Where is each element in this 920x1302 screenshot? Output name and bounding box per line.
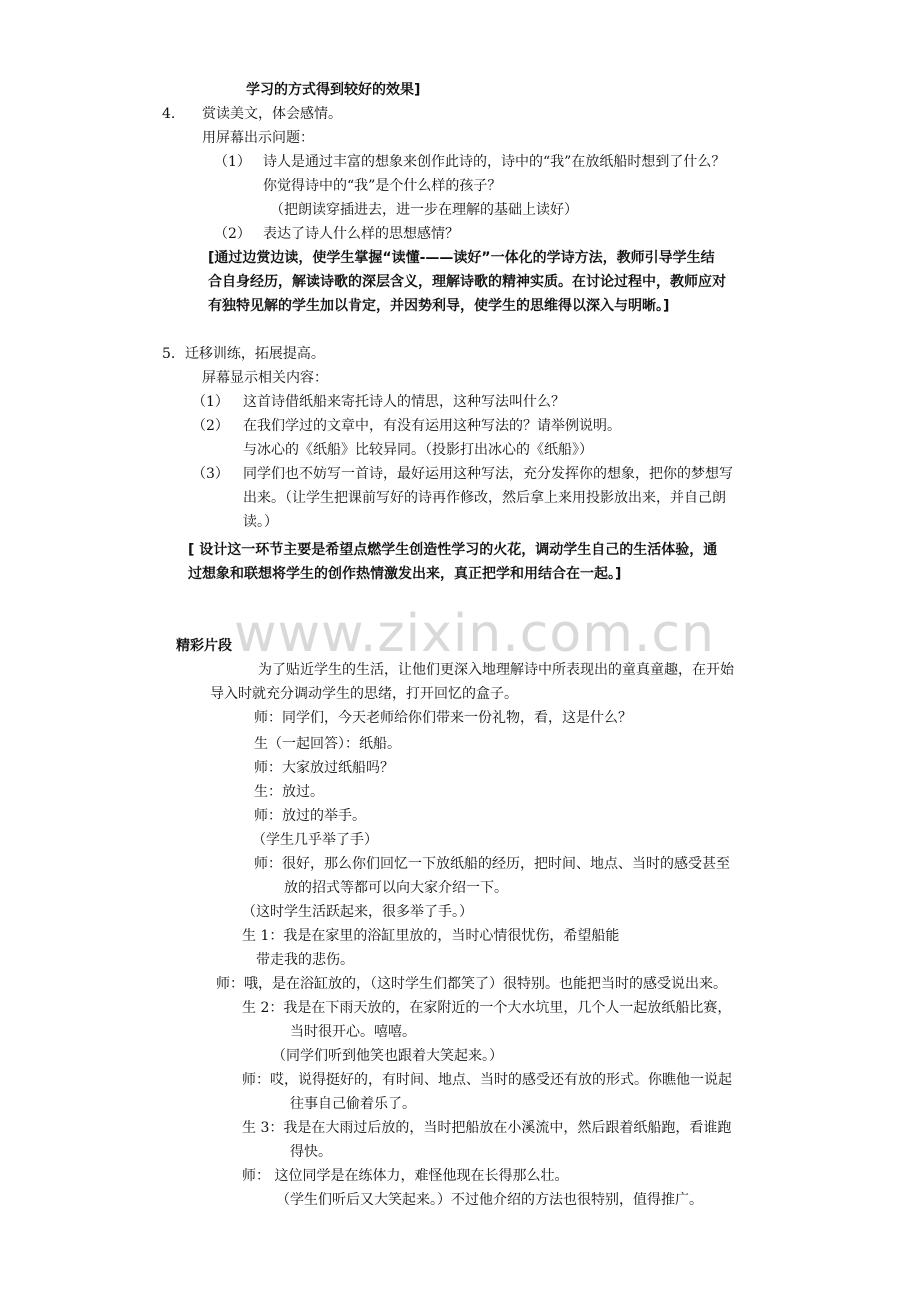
text-line: 师：哎，说得挺好的，有时间、地点、当时的感受还有放的形式。你瞧他一说起 [242, 1072, 732, 1088]
text-line: 当时很开心。嘻嘻。 [290, 1024, 416, 1040]
text-line: [ 设计这一环节主要是希望点燃学生创造性学习的火花，调动学生自己的生活体验，通 [188, 542, 718, 558]
text-line: 表达了诗人什么样的思想感情？ [263, 226, 459, 242]
text-line: （这时学生活跃起来，很多举了手。） [242, 904, 473, 920]
text-line: 师：同学们，今天老师给你们带来一份礼物，看，这是什么？ [254, 710, 632, 726]
text-line: 与冰心的《纸船》比较异同。（投影打出冰心的《纸船》） [243, 442, 593, 458]
text-line: 为了贴近学生的生活，让他们更深入地理解诗中所表现出的童真童趣，在开始 [258, 662, 734, 678]
text-line: 生（一起回答）：纸船。 [254, 736, 401, 752]
text-line: 有独特见解的学生加以肯定，并因势利导，使学生的思维得以深入与明晰。] [208, 298, 670, 314]
text-line: 在我们学过的文章中，有没有运用这种写法的？请举例说明。 [243, 418, 621, 434]
text-line: 生 2：我是在下雨天放的，在家附近的一个大水坑里，几个人一起放纸船比赛， [242, 1000, 732, 1016]
text-line: 出来。（让学生把课前写好的诗再作修改，然后拿上来用投影放出来，并自己朗 [243, 490, 726, 506]
text-line: （把朗读穿插进去，进一步在理解的基础上读好） [270, 202, 578, 218]
text-line: 得快。 [290, 1144, 332, 1160]
text-line: 生 3：我是在大雨过后放的，当时把船放在小溪流中，然后跟着纸船跑，看谁跑 [242, 1120, 732, 1136]
text-line: 师： 这位同学是在练体力，难怪他现在长得那么壮。 [242, 1168, 569, 1184]
text-line: 赏读美文，体会感情。 [202, 106, 342, 122]
text-line: 诗人是通过丰富的想象来创作此诗的，诗中的“我”在放纸船时想到了什么？ [263, 154, 726, 170]
text-line: 过想象和联想将学生的创作热情激发出来，真正把学和用结合在一起。] [188, 566, 622, 582]
text-line: 师：放过的举手。 [254, 808, 366, 824]
text-line: （学生们听后又大笑起来。）不过他介绍的方法也很特别，值得推广。 [276, 1192, 703, 1208]
text-line: 4. [162, 106, 176, 122]
text-line: 学习的方式得到较好的效果] [246, 82, 421, 98]
text-line: [通过边赏边读，使学生掌握“读懂-——读好”一体化的学诗方法，教师引导学生结 [208, 250, 715, 266]
text-line: （1） [214, 154, 251, 170]
text-line: （学生几乎举了手） [252, 832, 378, 848]
text-line: 师：很好，那么你们回忆一下放纸船的经历，把时间、地点、当时的感受甚至 [254, 856, 730, 872]
text-line: （2） [192, 418, 229, 434]
text-line: 导入时就充分调动学生的思绪，打开回忆的盒子。 [210, 686, 518, 702]
text-line: 用屏幕出示问题： [202, 130, 314, 146]
watermark: www.zixin.com.cn [234, 604, 715, 664]
text-line: 读。） [243, 514, 278, 530]
text-line: 你觉得诗中的“我”是个什么样的孩子？ [263, 178, 502, 194]
text-line: 同学们也不妨写一首诗，最好运用这种写法，充分发挥你的想象，把你的梦想写 [243, 466, 733, 482]
text-line: 师：哦，是在浴缸放的，（这时学生们都笑了）很特别。也能把当时的感受说出来。 [216, 976, 727, 992]
text-line: 生 1：我是在家里的浴缸里放的，当时心情很忧伤，希望船能 [242, 928, 620, 944]
text-line: 师：大家放过纸船吗？ [254, 760, 394, 776]
text-line: （同学们听到他笑也跟着大笑起来。） [272, 1048, 503, 1064]
text-line: 精彩片段 [176, 638, 232, 654]
text-line: （1） [192, 394, 229, 410]
text-line: 往事自己偷着乐了。 [290, 1096, 416, 1112]
text-line: 生：放过。 [254, 784, 324, 800]
text-line: 放的招式等都可以向大家介绍一下。 [284, 880, 508, 896]
text-line: 这首诗借纸船来寄托诗人的情思，这种写法叫什么？ [243, 394, 565, 410]
text-line: （3） [192, 466, 229, 482]
text-line: 合自身经历，解读诗歌的深层含义，理解诗歌的精神实质。在讨论过程中，教师应对 [208, 274, 726, 290]
text-line: 5．迁移训练，拓展提高。 [162, 346, 325, 362]
text-line: 带走我的悲伤。 [256, 952, 354, 968]
text-line: （2） [214, 226, 251, 242]
text-line: 屏幕显示相关内容： [202, 370, 328, 386]
